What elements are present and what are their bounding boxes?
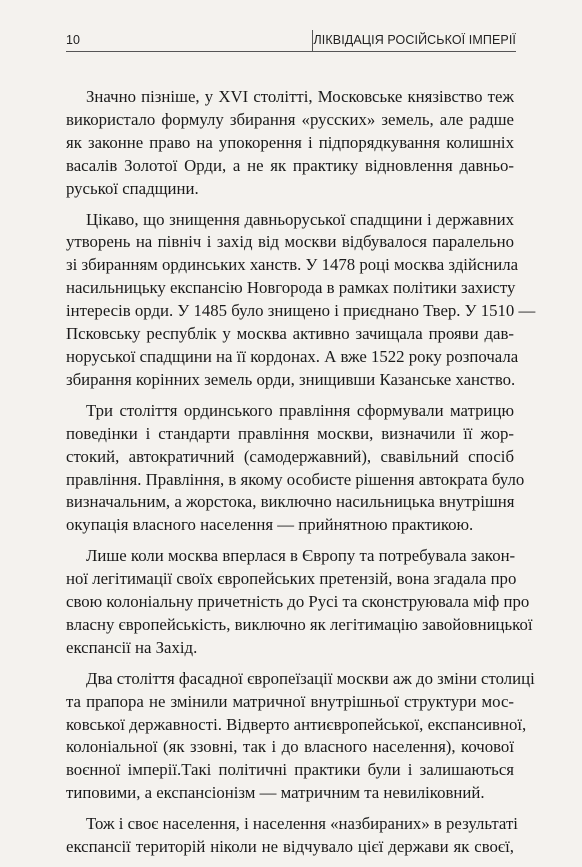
text-line: Цікаво, що знищення давньоруської спадщини і державних xyxy=(86,209,514,229)
page-header xyxy=(66,30,516,52)
text-line: свою колоніальну причетність до Русі та сконструювала міф про xyxy=(66,592,530,612)
text-line: воєнної імперії.Такі політичні практики були і залишаються xyxy=(66,760,514,780)
text-line: колоніальної (як ззовні, так і до власного населення), кочової xyxy=(66,737,514,757)
paragraph xyxy=(66,86,514,201)
text-line: Тож і своє населення, і населення «назбираних» в результаті xyxy=(86,814,518,834)
text-line: Значно пізніше, у XVI столітті, Московське князівство теж xyxy=(86,87,514,106)
text-line: Лише коли москва вперлася в Європу та потребувала закон- xyxy=(86,546,516,566)
paragraph xyxy=(66,813,518,859)
body-text xyxy=(66,86,536,867)
text-line: Псковську республік у москва активно зачищала прояви дав- xyxy=(66,324,514,344)
text-line: утворень на північ і захід від москви відбувалося паралельно xyxy=(66,232,514,252)
text-line: стокий, автократичний (самодержавний), свавільний спосіб xyxy=(66,446,514,466)
text-line: Два століття фасадної європеїзації москви аж до зміни столиці xyxy=(86,668,535,688)
text-line: зі збиранням ординських ханств. У 1478 році москва здійснила xyxy=(66,255,519,275)
page-number: 10 xyxy=(66,33,80,47)
text-line: Три століття ординського правління сформували матрицю xyxy=(86,400,514,420)
text-line: васалів Золотої Орди, а не як практику відновлення давньо- xyxy=(66,155,514,175)
text-line: поведінки і стандарти правління москви, визначили її жор- xyxy=(66,423,514,443)
text-line: ної легітимації своїх європейських претензій, вона згадала про xyxy=(66,569,517,589)
paragraph xyxy=(66,545,533,660)
text-line: типовими, а експансіонізм — матричним та невиліковний. xyxy=(66,783,485,803)
text-line: руської спадщини. xyxy=(66,178,199,198)
text-line: збирання корінних земель орди, знищивши Казанське ханство. xyxy=(66,369,516,389)
text-line: інтересів орди. У 1485 було знищено і приєднано Твер. У 1510 — xyxy=(66,301,536,321)
text-line: використало формулу збирання «русских» земель, але радше xyxy=(66,109,514,129)
text-line: та прапора не змінили матричної внутрішньої структури мос- xyxy=(66,691,514,711)
paragraph xyxy=(66,209,536,392)
text-line: експансії на Захід. xyxy=(66,637,198,657)
text-line: окупація власного населення — прийнятною практикою. xyxy=(66,515,474,535)
text-line: власну європейськість, виключно як легітимацію завойовницької xyxy=(66,614,533,634)
paragraph xyxy=(66,668,535,805)
text-line: ковської державності. Відверто антиєвропейської, експансивної, xyxy=(66,714,527,734)
text-line: насильницьку експансію Новгорода в рамках політики захисту xyxy=(66,278,516,298)
text-line: норуської спадщини на її кордонах. А вже 1522 року розпочала xyxy=(66,346,519,366)
header-rule xyxy=(66,51,516,52)
text-line: правління. Правління, в якому особисте рішення автократа було xyxy=(66,469,525,489)
text-line: як законне право на упокорення і підпорядкування колишніх xyxy=(66,132,514,152)
text-line: експансії територій ніколи не відчувало цієї держави як своєї, xyxy=(66,837,514,857)
text-line: визначальним, а жорстока, виключно насильницька внутрішня xyxy=(66,492,515,512)
paragraph xyxy=(66,400,525,537)
running-title: ЛІКВІДАЦІЯ РОСІЙСЬКОЇ ІМПЕРІЇ xyxy=(313,33,516,47)
